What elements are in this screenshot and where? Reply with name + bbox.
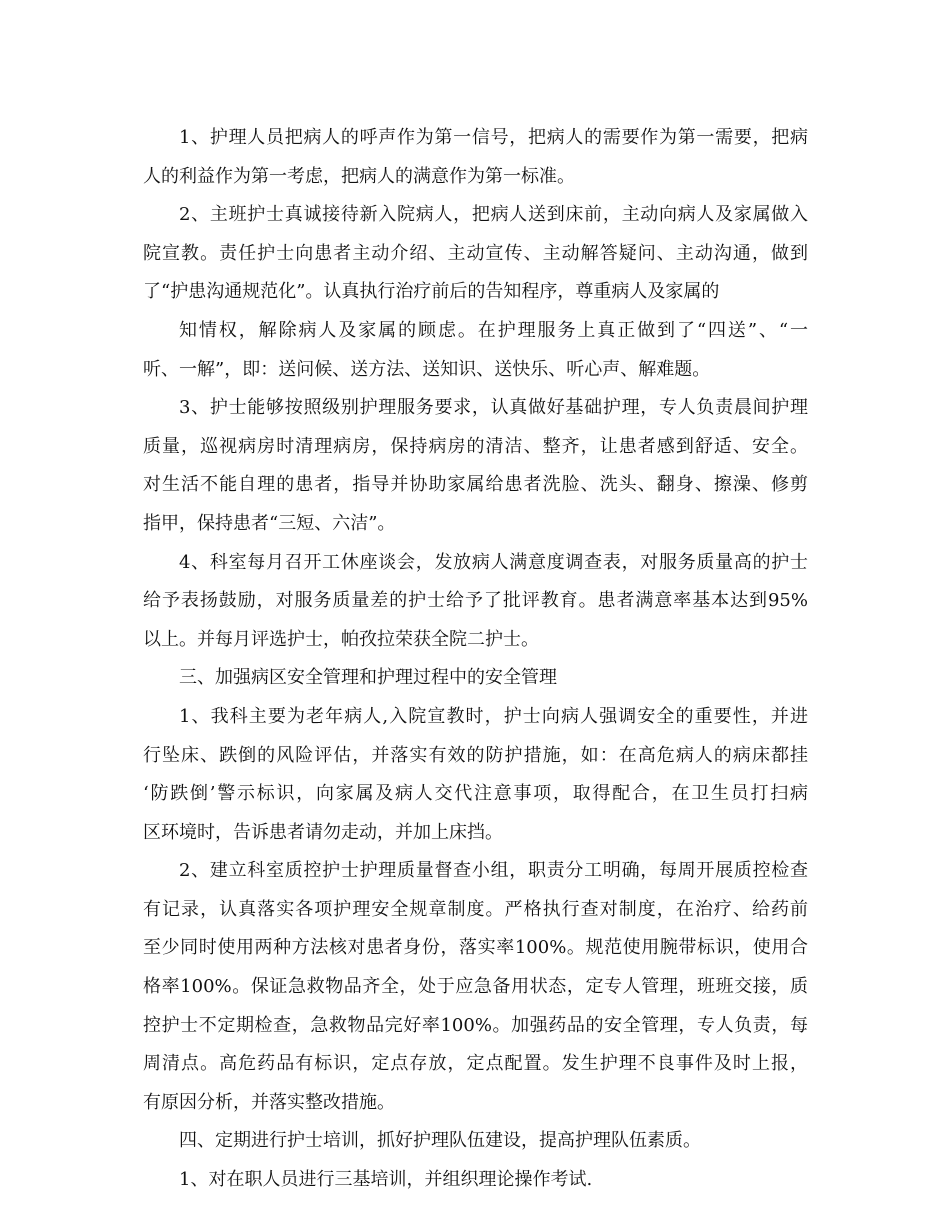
text-line: 1、我科主要为老年病人,入院宣教时，护士向病人强调安全的重要性，并进 <box>179 705 808 727</box>
text-line: 格率100%。保证急救物品齐全，处于应急备用状态，定专人管理，班班交接，质 <box>143 976 808 998</box>
text-line: 1、护理人员把病人的呼声作为第一信号，把病人的需要作为第一需要，把病 <box>179 127 808 148</box>
text-line: 有原因分析，并落实整改措施。 <box>143 1091 395 1113</box>
text-line: 以上。并每月评选护士，帕孜拉荣获全院二护士。 <box>143 628 539 650</box>
text-line: 给予表扬鼓励，对服务质量差的护士给予了批评教育。患者满意率基本达到95% <box>143 590 808 612</box>
text-line: 控护士不定期检查，急救物品完好率100%。加强药品的安全管理，专人负责，每 <box>143 1014 808 1036</box>
text-line: ‘防跌倒’警示标识，向家属及病人交代注意事项，取得配合，在卫生员打扫病 <box>143 783 808 805</box>
text-line: 3、护士能够按照级别护理服务要求，认真做好基础护理，专人负责晨间护理 <box>179 397 808 419</box>
text-line: 4、科室每月召开工休座谈会，发放病人满意度调查表，对服务质量高的护士 <box>179 551 808 573</box>
text-line: 院宣教。责任护士向患者主动介绍、主动宣传、主动解答疑问、主动沟通，做到 <box>143 242 808 264</box>
text-line: 2、主班护士真诚接待新入院病人，把病人送到床前，主动向病人及家属做入 <box>179 204 808 226</box>
text-line: 听、一解”，即：送问候、送方法、送知识、送快乐、听心声、解难题。 <box>143 358 711 380</box>
text-line: 对生活不能自理的患者，指导并协助家属给患者洗脸、洗头、翻身、擦澡、修剪 <box>143 474 808 496</box>
text-line: 质量，巡视病房时清理病房，保持病房的清洁、整齐，让患者感到舒适、安全。 <box>143 435 808 457</box>
text-line: 知情权，解除病人及家属的顾虑。在护理服务上真正做到了“四送”、“一 <box>179 319 808 341</box>
text-line: 1、对在职人员进行三基培训，并组织理论操作考试. <box>179 1169 593 1191</box>
text-line: 了“护患沟通规范化”。认真执行治疗前后的告知程序，尊重病人及家属的 <box>143 281 720 303</box>
section-heading: 三、加强病区安全管理和护理过程中的安全管理 <box>179 667 557 689</box>
text-line: 周清点。高危药品有标识，定点存放，定点配置。发生护理不良事件及时上报， <box>143 1053 808 1075</box>
text-line: 行坠床、跌倒的风险评估，并落实有效的防护措施，如：在高危病人的病床都挂 <box>143 744 808 766</box>
document-body <box>143 119 808 1200</box>
section-heading: 四、定期进行护士培训，抓好护理队伍建设，提高护理队伍素质。 <box>179 1130 701 1152</box>
text-line: 人的利益作为第一考虑，把病人的满意作为第一标准。 <box>143 165 575 187</box>
text-line: 2、建立科室质控护士护理质量督查小组，职责分工明确，每周开展质控检查 <box>179 860 808 882</box>
text-line: 区环境时，告诉患者请勿走动，并加上床挡。 <box>143 821 503 843</box>
text-line: 至少同时使用两种方法核对患者身份，落实率100%。规范使用腕带标识，使用合 <box>143 937 808 959</box>
text-line: 有记录，认真落实各项护理安全规章制度。严格执行查对制度，在治疗、给药前 <box>143 898 808 920</box>
text-line: 指甲，保持患者“三短、六洁”。 <box>143 512 396 534</box>
